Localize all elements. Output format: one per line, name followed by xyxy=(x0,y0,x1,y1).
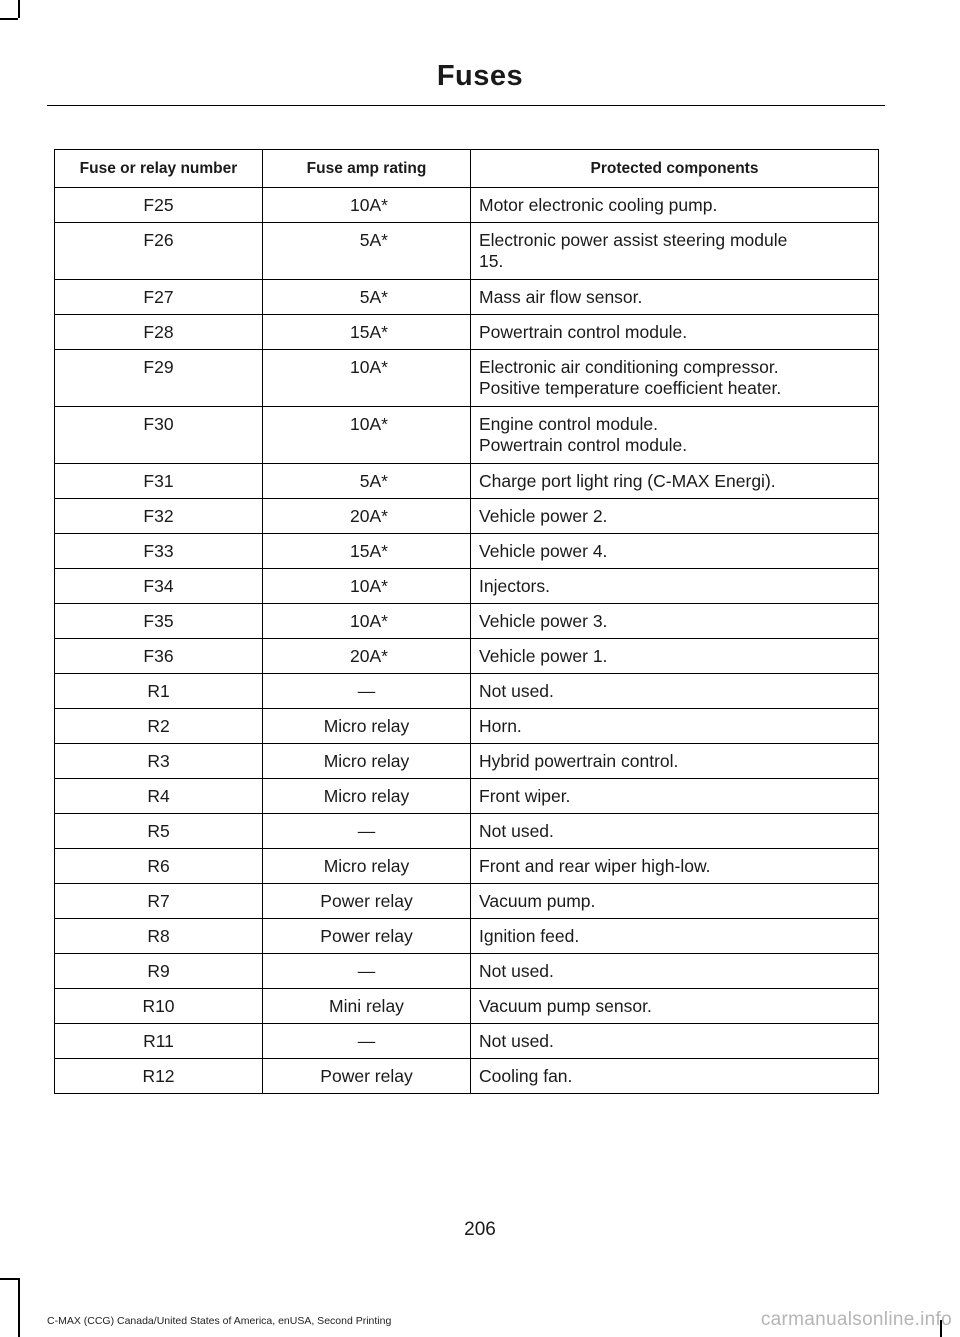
table-row xyxy=(55,954,879,989)
fuse-table xyxy=(54,149,879,1094)
crop-mark-top-left-vertical xyxy=(18,0,20,18)
protected-components-cell xyxy=(471,280,879,315)
component-line: Horn. xyxy=(479,716,522,736)
table-row xyxy=(55,188,879,223)
fuse-rating-cell: Power relay xyxy=(263,884,471,919)
fuse-rating-cell: 5A* xyxy=(263,280,471,315)
component-line: Motor electronic cooling pump. xyxy=(479,195,718,215)
protected-components-cell xyxy=(471,709,879,744)
fuse-number-cell: R10 xyxy=(55,989,263,1024)
protected-components-cell xyxy=(471,350,879,407)
protected-components-cell xyxy=(471,639,879,674)
component-line: Powertrain control module. xyxy=(479,322,688,342)
component-line: 15. xyxy=(479,251,504,271)
watermark: carmanualsonline.info xyxy=(760,1309,952,1330)
fuse-rating-cell: — xyxy=(263,674,471,709)
protected-components-cell xyxy=(471,674,879,709)
fuse-number-cell: F25 xyxy=(55,188,263,223)
column-header-number: Fuse or relay number xyxy=(55,150,263,188)
component-line: Vehicle power 3. xyxy=(479,611,608,631)
table-row xyxy=(55,499,879,534)
component-line: Vacuum pump. xyxy=(479,891,596,911)
column-header-rating: Fuse amp rating xyxy=(263,150,471,188)
fuse-number-cell: F35 xyxy=(55,604,263,639)
fuse-number-cell: R9 xyxy=(55,954,263,989)
fuse-number-cell: F31 xyxy=(55,464,263,499)
fuse-rating-cell: — xyxy=(263,814,471,849)
table-row xyxy=(55,534,879,569)
fuse-number-cell: R2 xyxy=(55,709,263,744)
fuse-rating-cell: Micro relay xyxy=(263,709,471,744)
component-line: Mass air flow sensor. xyxy=(479,287,643,307)
table-row xyxy=(55,315,879,350)
protected-components-cell xyxy=(471,989,879,1024)
fuse-number-cell: R8 xyxy=(55,919,263,954)
fuse-rating-cell: Micro relay xyxy=(263,744,471,779)
crop-mark-bottom-left-horizontal xyxy=(0,1278,18,1280)
component-line: Charge port light ring (C-MAX Energi). xyxy=(479,471,776,491)
column-header-components: Protected components xyxy=(471,150,879,188)
table-row xyxy=(55,884,879,919)
table-body xyxy=(55,188,879,1094)
component-line: Electronic air conditioning compressor. xyxy=(479,357,779,377)
fuse-number-cell: F33 xyxy=(55,534,263,569)
component-line: Front wiper. xyxy=(479,786,571,806)
component-line: Vehicle power 4. xyxy=(479,541,608,561)
fuse-number-cell: R11 xyxy=(55,1024,263,1059)
fuse-rating-cell: 20A* xyxy=(263,639,471,674)
protected-components-cell xyxy=(471,954,879,989)
fuse-number-cell: R12 xyxy=(55,1059,263,1094)
table-row xyxy=(55,1024,879,1059)
fuse-rating-cell: 10A* xyxy=(263,407,471,464)
table-row xyxy=(55,223,879,280)
fuse-rating-cell: 20A* xyxy=(263,499,471,534)
protected-components-cell xyxy=(471,814,879,849)
fuse-number-cell: R1 xyxy=(55,674,263,709)
table-header-row xyxy=(55,150,879,188)
component-line: Not used. xyxy=(479,961,554,981)
table-row xyxy=(55,744,879,779)
component-line: Ignition feed. xyxy=(479,926,580,946)
fuse-number-cell: F29 xyxy=(55,350,263,407)
protected-components-cell xyxy=(471,744,879,779)
table-row xyxy=(55,814,879,849)
crop-mark-top-left-horizontal xyxy=(0,18,18,20)
protected-components-cell xyxy=(471,1059,879,1094)
fuse-number-cell: F26 xyxy=(55,223,263,280)
component-line: Not used. xyxy=(479,681,554,701)
table-row xyxy=(55,407,879,464)
fuse-rating-cell: Power relay xyxy=(263,919,471,954)
page-title: Fuses xyxy=(436,60,524,92)
fuse-rating-cell: 15A* xyxy=(263,534,471,569)
component-line: Electronic power assist steering module xyxy=(479,230,788,250)
protected-components-cell xyxy=(471,407,879,464)
title-rule xyxy=(47,105,885,106)
protected-components-cell xyxy=(471,223,879,280)
protected-components-cell xyxy=(471,604,879,639)
fuse-rating-cell: 10A* xyxy=(263,569,471,604)
component-line: Not used. xyxy=(479,821,554,841)
fuse-rating-cell: 10A* xyxy=(263,604,471,639)
protected-components-cell xyxy=(471,188,879,223)
fuse-number-cell: F27 xyxy=(55,280,263,315)
table-row xyxy=(55,919,879,954)
protected-components-cell xyxy=(471,569,879,604)
fuse-rating-cell: — xyxy=(263,1024,471,1059)
table-row xyxy=(55,1059,879,1094)
table-row xyxy=(55,639,879,674)
table-row xyxy=(55,280,879,315)
page-number: 206 xyxy=(464,1219,496,1240)
fuse-number-cell: F32 xyxy=(55,499,263,534)
fuse-rating-cell: 5A* xyxy=(263,223,471,280)
component-line: Front and rear wiper high-low. xyxy=(479,856,711,876)
component-line: Cooling fan. xyxy=(479,1066,573,1086)
fuse-number-cell: F30 xyxy=(55,407,263,464)
fuse-number-cell: F36 xyxy=(55,639,263,674)
fuse-number-cell: R4 xyxy=(55,779,263,814)
component-line: Not used. xyxy=(479,1031,554,1051)
component-line: Vehicle power 2. xyxy=(479,506,608,526)
component-line: Hybrid powertrain control. xyxy=(479,751,679,771)
protected-components-cell xyxy=(471,779,879,814)
fuse-number-cell: F28 xyxy=(55,315,263,350)
fuse-number-cell: R7 xyxy=(55,884,263,919)
protected-components-cell xyxy=(471,464,879,499)
protected-components-cell xyxy=(471,919,879,954)
fuse-rating-cell: Power relay xyxy=(263,1059,471,1094)
fuse-rating-cell: Mini relay xyxy=(263,989,471,1024)
publication-footer: C-MAX (CCG) Canada/United States of America, enUSA, Second Printing xyxy=(47,1315,392,1327)
table-row xyxy=(55,464,879,499)
table-row xyxy=(55,674,879,709)
fuse-number-cell: R3 xyxy=(55,744,263,779)
crop-mark-bottom-left-vertical xyxy=(18,1278,20,1337)
protected-components-cell xyxy=(471,315,879,350)
table-row xyxy=(55,779,879,814)
fuse-rating-cell: 15A* xyxy=(263,315,471,350)
protected-components-cell xyxy=(471,849,879,884)
table-row xyxy=(55,569,879,604)
protected-components-cell xyxy=(471,884,879,919)
fuse-number-cell: R6 xyxy=(55,849,263,884)
component-line: Vehicle power 1. xyxy=(479,646,608,666)
component-line: Vacuum pump sensor. xyxy=(479,996,652,1016)
fuse-rating-cell: Micro relay xyxy=(263,849,471,884)
fuse-rating-cell: 10A* xyxy=(263,350,471,407)
fuse-number-cell: R5 xyxy=(55,814,263,849)
fuse-number-cell: F34 xyxy=(55,569,263,604)
protected-components-cell xyxy=(471,534,879,569)
component-line: Injectors. xyxy=(479,576,550,596)
fuse-rating-cell: — xyxy=(263,954,471,989)
protected-components-cell xyxy=(471,1024,879,1059)
protected-components-cell xyxy=(471,499,879,534)
fuse-rating-cell: 5A* xyxy=(263,464,471,499)
fuse-rating-cell: 10A* xyxy=(263,188,471,223)
fuse-rating-cell: Micro relay xyxy=(263,779,471,814)
table-row xyxy=(55,849,879,884)
table-row xyxy=(55,709,879,744)
table-row xyxy=(55,989,879,1024)
component-line: Engine control module. xyxy=(479,414,658,434)
table-row xyxy=(55,604,879,639)
component-line: Positive temperature coefficient heater. xyxy=(479,378,782,398)
component-line: Powertrain control module. xyxy=(479,435,688,455)
table-row xyxy=(55,350,879,407)
